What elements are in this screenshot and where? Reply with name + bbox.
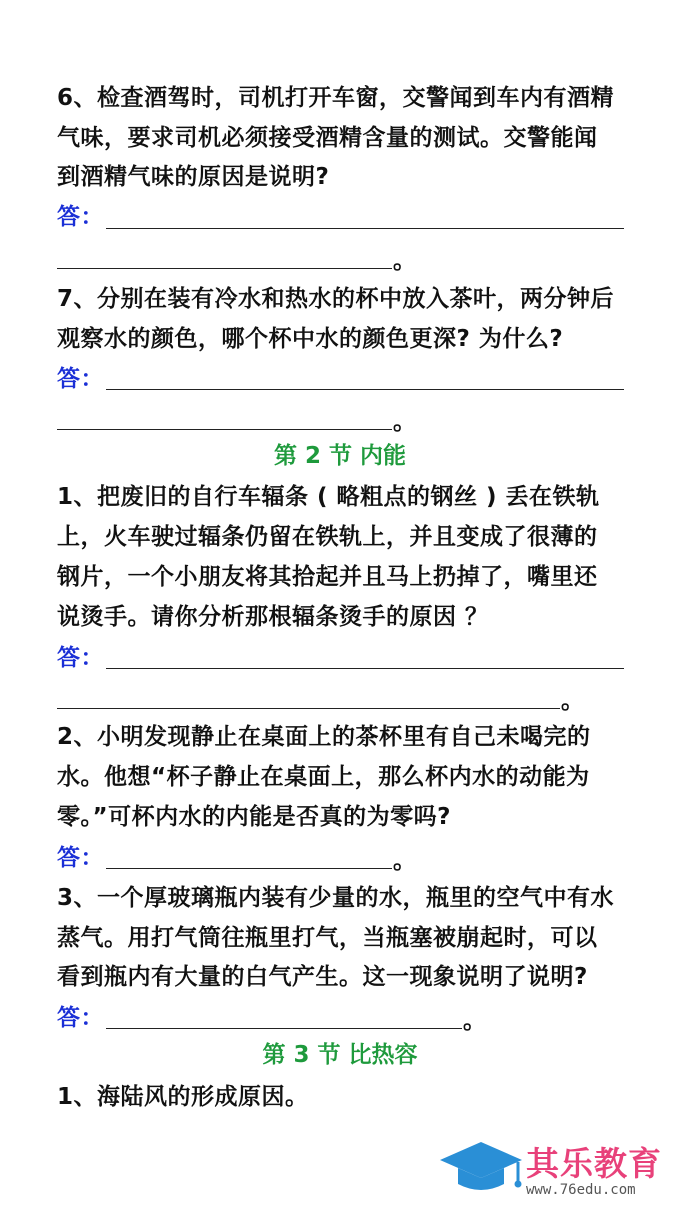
question-6-line-3: 到酒精气味的原因是说明?	[57, 164, 330, 190]
s2-question-3-answer-blank[interactable]	[106, 1028, 462, 1029]
s2-question-1-answer-blank-1[interactable]	[106, 668, 624, 669]
question-6-answer-label: 答：	[57, 204, 104, 230]
question-7-line-1: 7、分别在装有冷水和热水的杯中放入茶叶，两分钟后	[57, 286, 615, 312]
s2-question-3-period: 。	[463, 1008, 486, 1034]
s2-question-2-line-1: 2、小明发现静止在桌面上的茶杯里有自己未喝完的	[57, 724, 591, 750]
s2-question-1-answer-label: 答：	[57, 645, 104, 671]
section-3-title: 第 3 节 比热容	[262, 1042, 418, 1068]
s2-question-3-line-2: 蒸气。用打气筒往瓶里打气，当瓶塞被崩起时，可以	[57, 925, 598, 951]
question-6-period: 。	[393, 248, 416, 274]
s2-question-1-line-4: 说烫手。请你分析那根辐条烫手的原因 ？	[57, 604, 489, 630]
question-7-answer-blank-2[interactable]	[57, 429, 392, 430]
question-6-line-1: 6、检查酒驾时，司机打开车窗，交警闻到车内有酒精	[57, 85, 615, 111]
graduation-cap-icon	[438, 1138, 524, 1198]
question-6-answer-blank-2[interactable]	[57, 268, 392, 269]
s2-question-2-answer-blank[interactable]	[106, 868, 392, 869]
question-7-answer-blank-1[interactable]	[106, 389, 624, 390]
brand-logo	[438, 1138, 678, 1202]
question-7-line-2: 观察水的颜色，哪个杯中水的颜色更深? 为什么?	[57, 326, 564, 352]
question-7-period: 。	[393, 409, 416, 435]
brand-url: www.76edu.com	[526, 1182, 636, 1198]
s2-question-1-line-2: 上，火车驶过辐条仍留在铁轨上，并且变成了很薄的	[57, 524, 598, 550]
brand-name: 其乐教育	[526, 1144, 662, 1183]
s2-question-1-line-1: 1、把废旧的自行车辐条 ( 略粗点的钢丝 ) 丢在铁轨	[57, 484, 600, 510]
s2-question-1-answer-blank-2[interactable]	[57, 708, 560, 709]
question-7-answer-label: 答：	[57, 366, 104, 392]
s2-question-3-answer-label: 答：	[57, 1005, 104, 1031]
s2-question-2-line-2: 水。他想“杯子静止在桌面上，那么杯内水的动能为	[57, 764, 590, 790]
s2-question-1-line-3: 钢片，一个小朋友将其拾起并且马上扔掉了，嘴里还	[57, 564, 598, 590]
s2-question-3-line-1: 3、一个厚玻璃瓶内装有少量的水，瓶里的空气中有水	[57, 885, 615, 911]
s3-question-1-line-1: 1、海陆风的形成原因。	[57, 1084, 309, 1110]
question-6-answer-blank-1[interactable]	[106, 228, 624, 229]
s2-question-3-line-3: 看到瓶内有大量的白气产生。这一现象说明了说明?	[57, 964, 588, 990]
section-2-title: 第 2 节 内能	[273, 443, 407, 469]
s2-question-2-period: 。	[393, 848, 416, 874]
question-6-line-2: 气味，要求司机必须接受酒精含量的测试。交警能闻	[57, 125, 598, 151]
s2-question-2-answer-label: 答：	[57, 845, 104, 871]
s2-question-2-line-3: 零。”可杯内水的内能是否真的为零吗?	[57, 804, 451, 830]
s2-question-1-period: 。	[561, 688, 584, 714]
